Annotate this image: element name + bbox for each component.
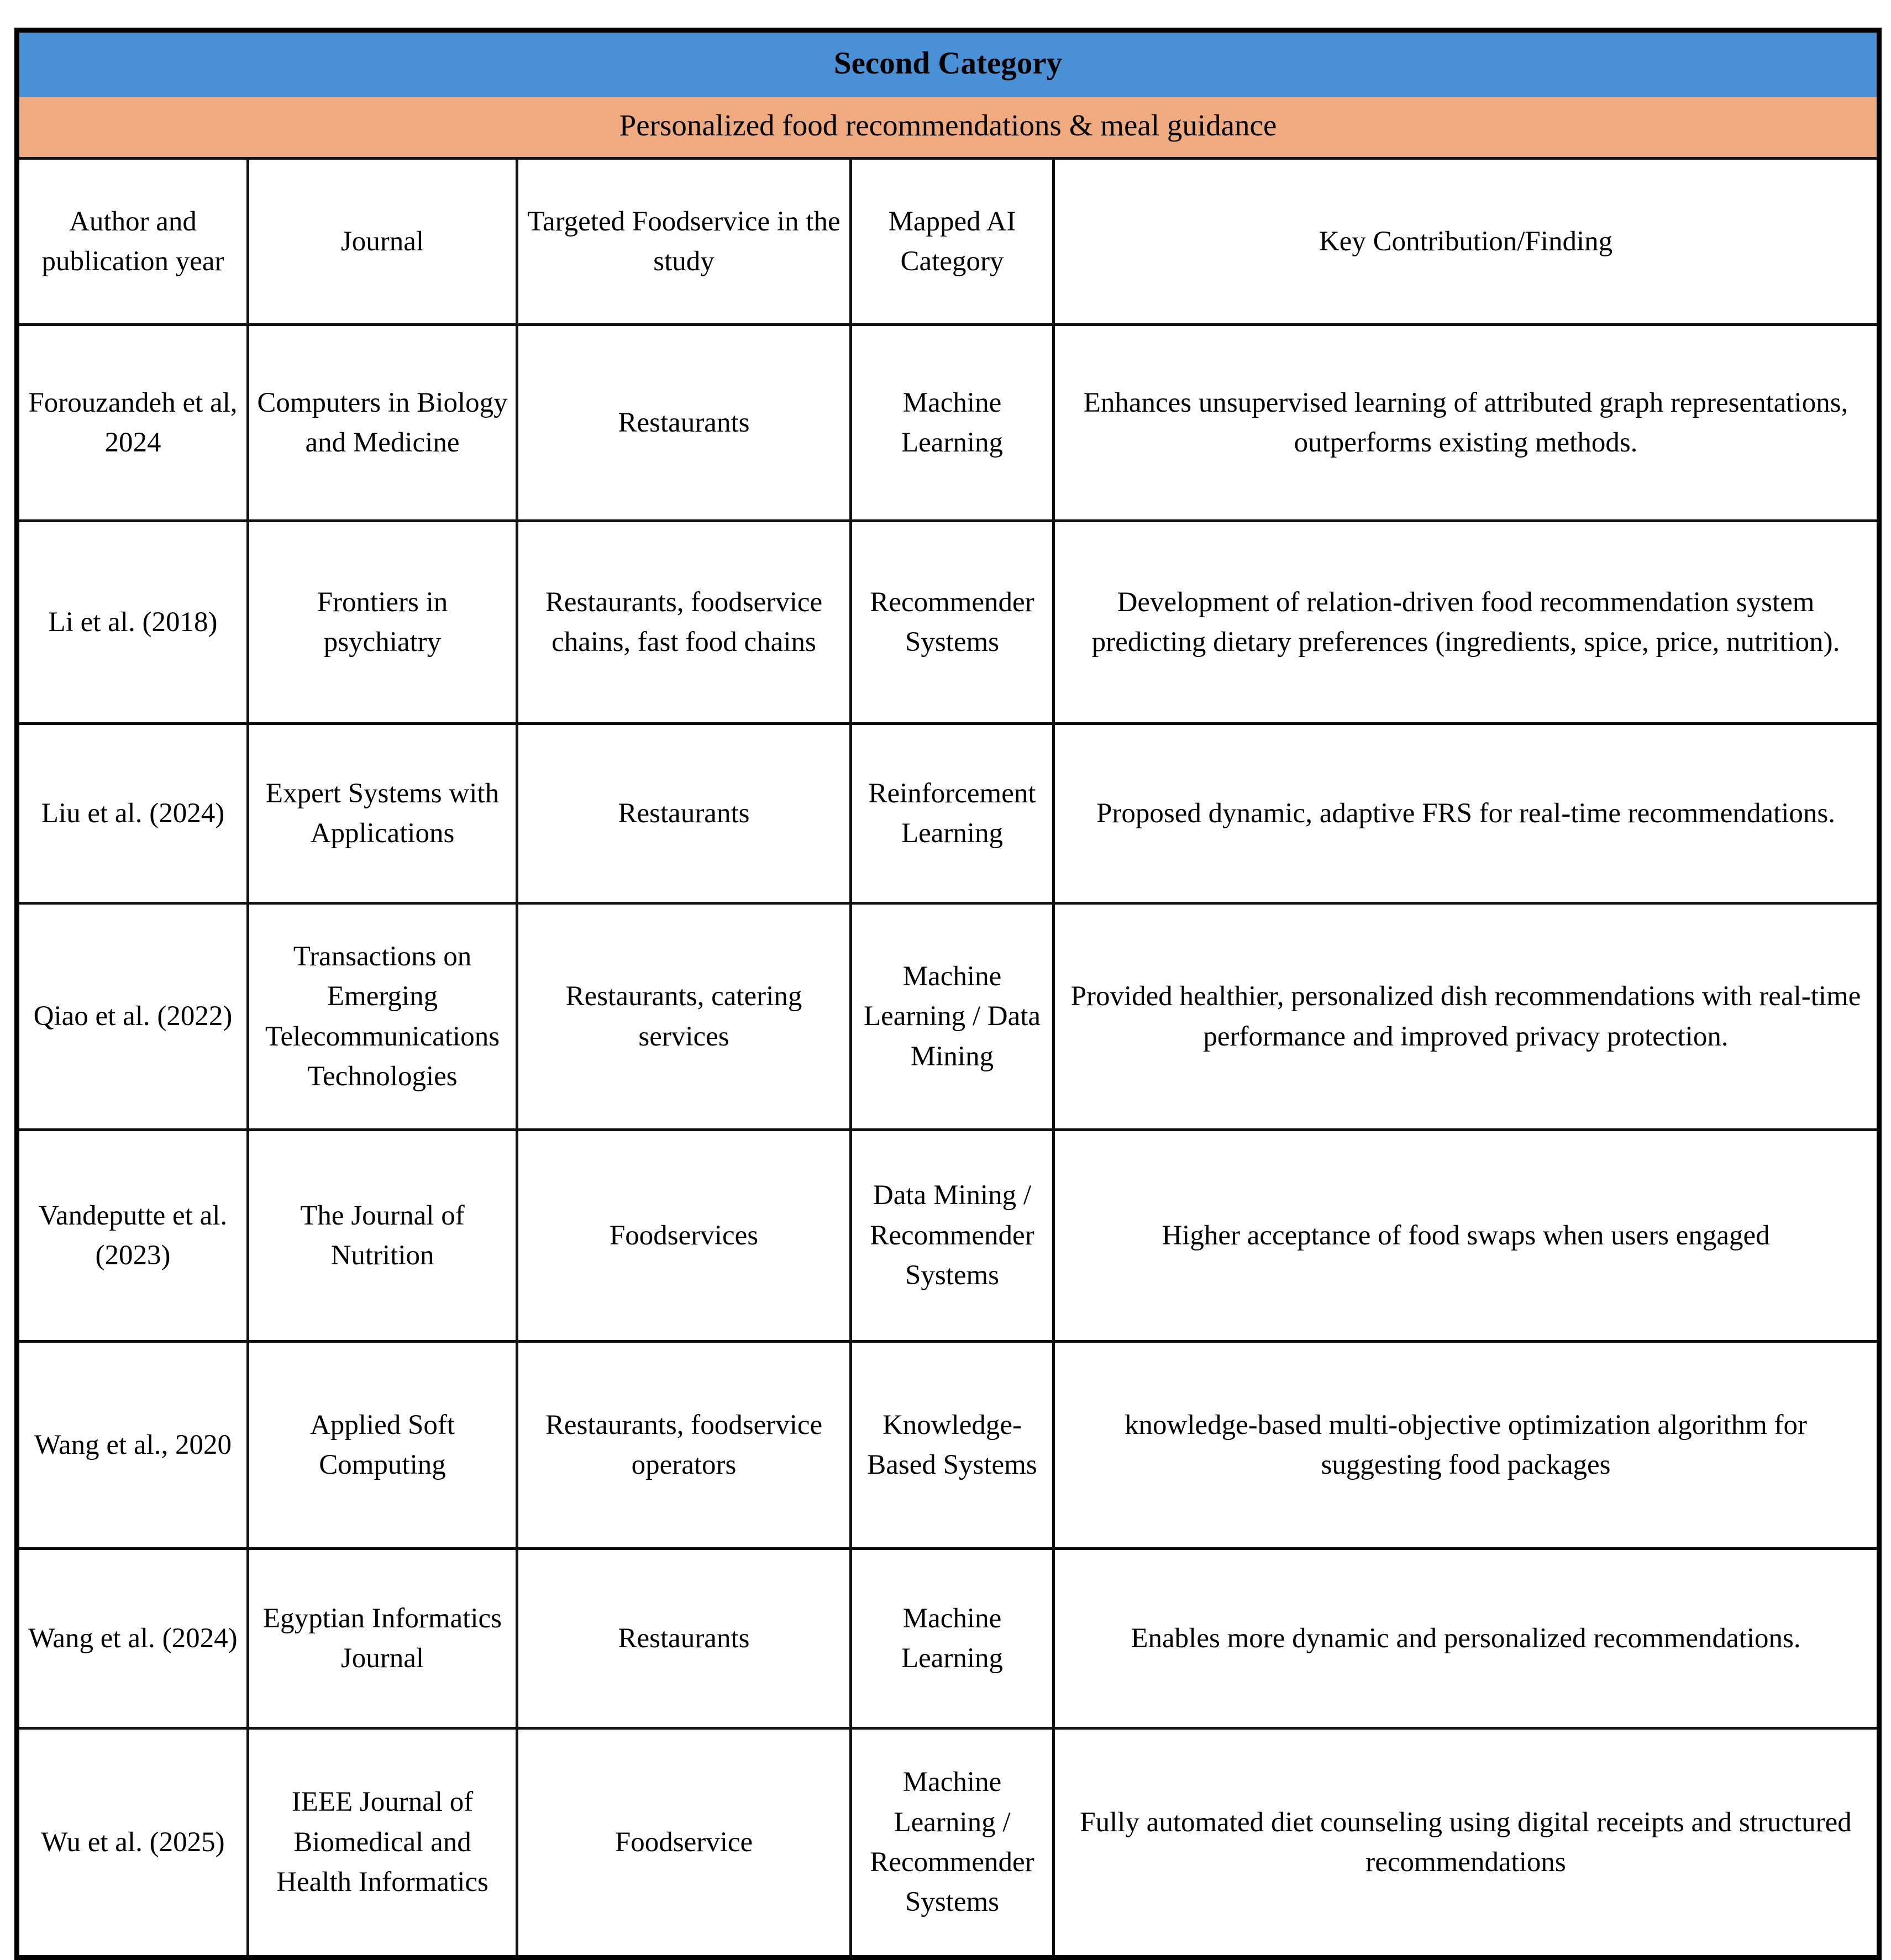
cell-journal: Expert Systems with Applications — [248, 724, 517, 903]
table-row — [17, 521, 1879, 724]
cell-journal: IEEE Journal of Biomedical and Health Informatics — [248, 1728, 517, 1958]
cell-journal: The Journal of Nutrition — [248, 1130, 517, 1342]
cell-author: Li et al. (2018) — [17, 521, 248, 724]
banner-subtitle: Personalized food recommendations & meal guidance — [17, 97, 1879, 159]
table-row — [17, 1130, 1879, 1342]
cell-mapped: Recommender Systems — [851, 521, 1054, 724]
table-row — [17, 1342, 1879, 1549]
cell-journal: Applied Soft Computing — [248, 1342, 517, 1549]
cell-contribution: Provided healthier, personalized dish recommendations with real-time performance and improved privacy protection. — [1054, 903, 1879, 1130]
literature-summary-table — [14, 28, 1882, 1960]
cell-target: Restaurants, foodservice chains, fast food chains — [517, 521, 851, 724]
column-header-key-contribution: Key Contribution/Finding — [1054, 159, 1879, 325]
table-banner-primary — [17, 30, 1879, 97]
table-row — [17, 1549, 1879, 1728]
cell-target: Restaurants — [517, 724, 851, 903]
cell-author: Wang et al., 2020 — [17, 1342, 248, 1549]
column-header-target-foodservice: Targeted Foodservice in the study — [517, 159, 851, 325]
cell-contribution: Higher acceptance of food swaps when users engaged — [1054, 1130, 1879, 1342]
banner-title: Second Category — [17, 30, 1879, 97]
cell-mapped: Machine Learning — [851, 1549, 1054, 1728]
cell-mapped: Data Mining / Recommender Systems — [851, 1130, 1054, 1342]
cell-author: Vandeputte et al. (2023) — [17, 1130, 248, 1342]
cell-target: Foodservice — [517, 1728, 851, 1958]
table-row — [17, 903, 1879, 1130]
cell-journal: Egyptian Informatics Journal — [248, 1549, 517, 1728]
cell-author: Wang et al. (2024) — [17, 1549, 248, 1728]
cell-mapped: Machine Learning / Recommender Systems — [851, 1728, 1054, 1958]
table-header-row — [17, 159, 1879, 325]
cell-mapped: Reinforcement Learning — [851, 724, 1054, 903]
cell-target: Restaurants, catering services — [517, 903, 851, 1130]
cell-contribution: knowledge-based multi-objective optimization algorithm for suggesting food packages — [1054, 1342, 1879, 1549]
cell-contribution: Proposed dynamic, adaptive FRS for real-time recommendations. — [1054, 724, 1879, 903]
table-row — [17, 1728, 1879, 1958]
cell-contribution: Fully automated diet counseling using digital receipts and structured recommendations — [1054, 1728, 1879, 1958]
table-row — [17, 724, 1879, 903]
column-header-mapped-ai-category: Mapped AI Category — [851, 159, 1054, 325]
cell-target: Restaurants, foodservice operators — [517, 1342, 851, 1549]
table-row — [17, 325, 1879, 521]
cell-mapped: Knowledge-Based Systems — [851, 1342, 1054, 1549]
cell-journal: Frontiers in psychiatry — [248, 521, 517, 724]
cell-mapped: Machine Learning — [851, 325, 1054, 521]
cell-author: Qiao et al. (2022) — [17, 903, 248, 1130]
column-header-author: Author and publication year — [17, 159, 248, 325]
cell-contribution: Development of relation-driven food recommendation system predicting dietary preferences (ingredients, spice, price, nutrition). — [1054, 521, 1879, 724]
cell-target: Restaurants — [517, 325, 851, 521]
cell-contribution: Enhances unsupervised learning of attributed graph representations, outperforms existing methods. — [1054, 325, 1879, 521]
cell-journal: Computers in Biology and Medicine — [248, 325, 517, 521]
cell-mapped: Machine Learning / Data Mining — [851, 903, 1054, 1130]
cell-contribution: Enables more dynamic and personalized recommendations. — [1054, 1549, 1879, 1728]
cell-target: Restaurants — [517, 1549, 851, 1728]
cell-author: Wu et al. (2025) — [17, 1728, 248, 1958]
cell-journal: Transactions on Emerging Telecommunications Technologies — [248, 903, 517, 1130]
table-banner-secondary — [17, 97, 1879, 159]
cell-author: Liu et al. (2024) — [17, 724, 248, 903]
column-header-journal: Journal — [248, 159, 517, 325]
cell-target: Foodservices — [517, 1130, 851, 1342]
cell-author: Forouzandeh et al, 2024 — [17, 325, 248, 521]
